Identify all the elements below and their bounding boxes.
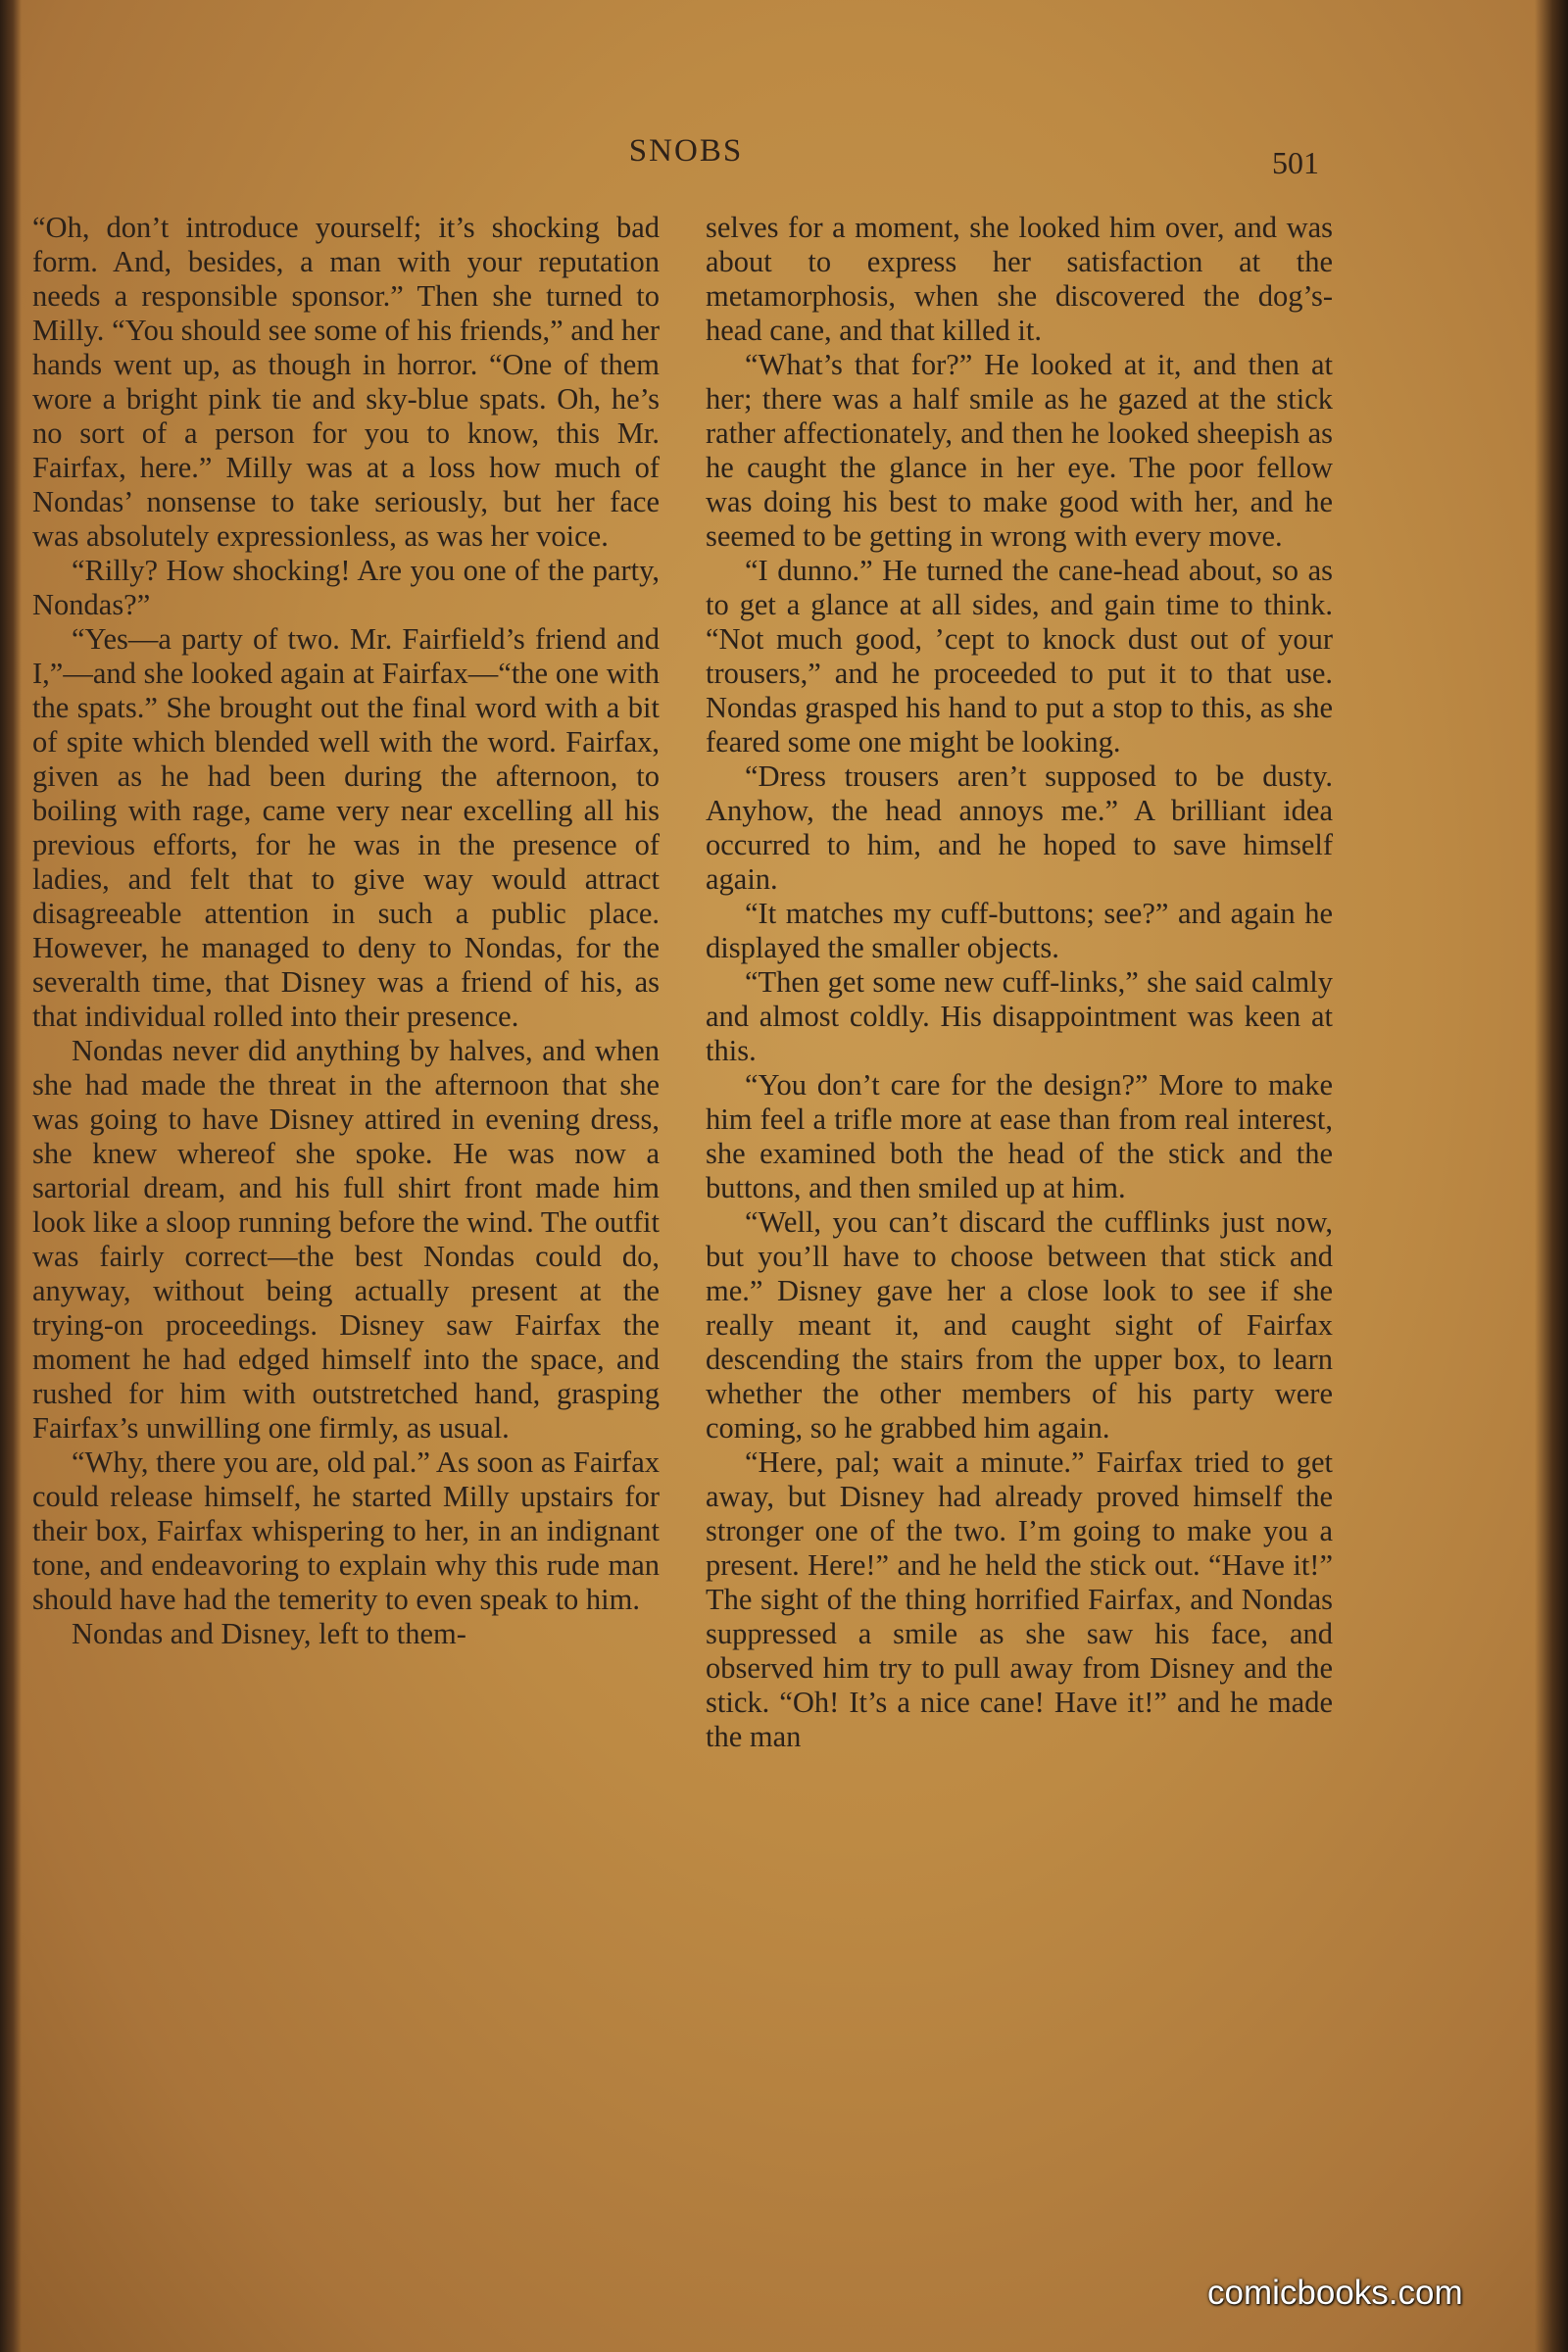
right-text-column (706, 211, 1333, 1754)
paragraph: Nondas never did anything by halves, and when she had made the threat in the afternoon that she was going to have Disney attired in evening dress, she knew whereof she spoke. He was now a sartorial dream, and his full shirt front made him look like a sloop running before the wind. The outfit was fairly correct—the best Nondas could do, anyway, without being actually present at the trying-on proceedings. Disney saw Fairfax the moment he had edged himself into the space, and rushed for him with outstretched hand, grasping Fairfax’s unwilling one firmly, as usual. (32, 1034, 660, 1445)
running-header-title: SNOBS (628, 133, 744, 169)
paragraph: “Yes—a party of two. Mr. Fairfield’s friend and I,”—and she looked again at Fairfax—“the one with the spats.” She brought out the final word with a bit of spite which blended well with the word. Fairfax, given as he had been during the afternoon, to boiling with rage, came very near excelling all his previous efforts, for he was in the presence of ladies, and felt that to give way would attract disagreeable attention in such a public place. However, he managed to deny to Nondas, for the severalth time, that Disney was a friend of his, as that individual rolled into their presence. (32, 622, 660, 1033)
paragraph: “Well, you can’t discard the cufflinks just now, but you’ll have to choose between that stick and me.” Disney gave her a close look to see if she really meant it, and caught sight of Fairfax descending the stairs from the upper box, to learn whether the other members of his party were coming, so he grabbed him again. (706, 1205, 1333, 1445)
paragraph: “Dress trousers aren’t supposed to be dusty. Anyhow, the head annoys me.” A brilliant idea occurred to him, and he hoped to save himself again. (706, 760, 1333, 896)
page-spine-shadow (0, 0, 22, 2352)
paragraph: “What’s that for?” He looked at it, and then at her; there was a half smile as he gazed at the stick rather affectionately, and then he looked sheepish as he caught the glance in her eye. The poor fellow was doing his best to make good with her, and he seemed to be getting in wrong with every move. (706, 348, 1333, 553)
paragraph: Nondas and Disney, left to them- (72, 1617, 466, 1650)
page-number: 501 (1272, 145, 1319, 180)
paragraph: “Rilly? How shocking! Are you one of the party, Nondas?” (32, 554, 660, 621)
paragraph: “Oh, don’t introduce yourself; it’s shocking bad form. And, besides, a man with your reputation needs a responsible sponsor.” Then she turned to Milly. “You should see some of his friends,” and her hands went up, as though in horror. “One of them wore a bright pink tie and sky-blue spats. Oh, he’s no sort of a person for you to know, this Mr. Fairfax, here.” Milly was at a loss how much of Nondas’ nonsense to take seriously, but her face was absolutely expressionless, as was her voice. (32, 211, 660, 553)
paragraph: “Why, there you are, old pal.” As soon as Fairfax could release himself, he started Milly upstairs for their box, Fairfax whispering to her, in an indignant tone, and endeavoring to explain why this rude man should have had the temerity to even speak to him. (32, 1446, 660, 1616)
paragraph: “You don’t care for the design?” More to make him feel a trifle more at ease than from real interest, she examined both the head of the stick and the buttons, and then smiled up at him. (706, 1068, 1333, 1204)
paragraph: selves for a moment, she looked him over, and was about to express her satisfaction at the metamorphosis, when she discovered the dog’s-head cane, and that killed it. (706, 211, 1333, 347)
paragraph: “I dunno.” He turned the cane-head about, so as to get a glance at all sides, and gain time to think. “Not much good, ’cept to knock dust out of your trousers,” and he proceeded to put it to that use. Nondas grasped his hand to put a stop to this, as she feared some one might be looking. (706, 554, 1333, 759)
page-edge-shadow (1535, 0, 1568, 2352)
left-text-column (32, 211, 660, 1651)
watermark: comicbooks.com (1207, 2274, 1463, 2312)
paragraph: “Here, pal; wait a minute.” Fairfax tried to get away, but Disney had already proved himself the stronger one of the two. I’m going to make you a present. Here!” and he held the stick out. “Have it!” The sight of the thing horrified Fairfax, and Nondas suppressed a smile as she saw his face, and observed him try to pull away from Disney and the stick. “Oh! It’s a nice cane! Have it!” and he made the man (706, 1446, 1333, 1753)
paragraph: “Then get some new cuff-links,” she said calmly and almost coldly. His disappointment was keen at this. (706, 965, 1333, 1067)
paragraph: “It matches my cuff-buttons; see?” and again he displayed the smaller objects. (706, 897, 1333, 964)
